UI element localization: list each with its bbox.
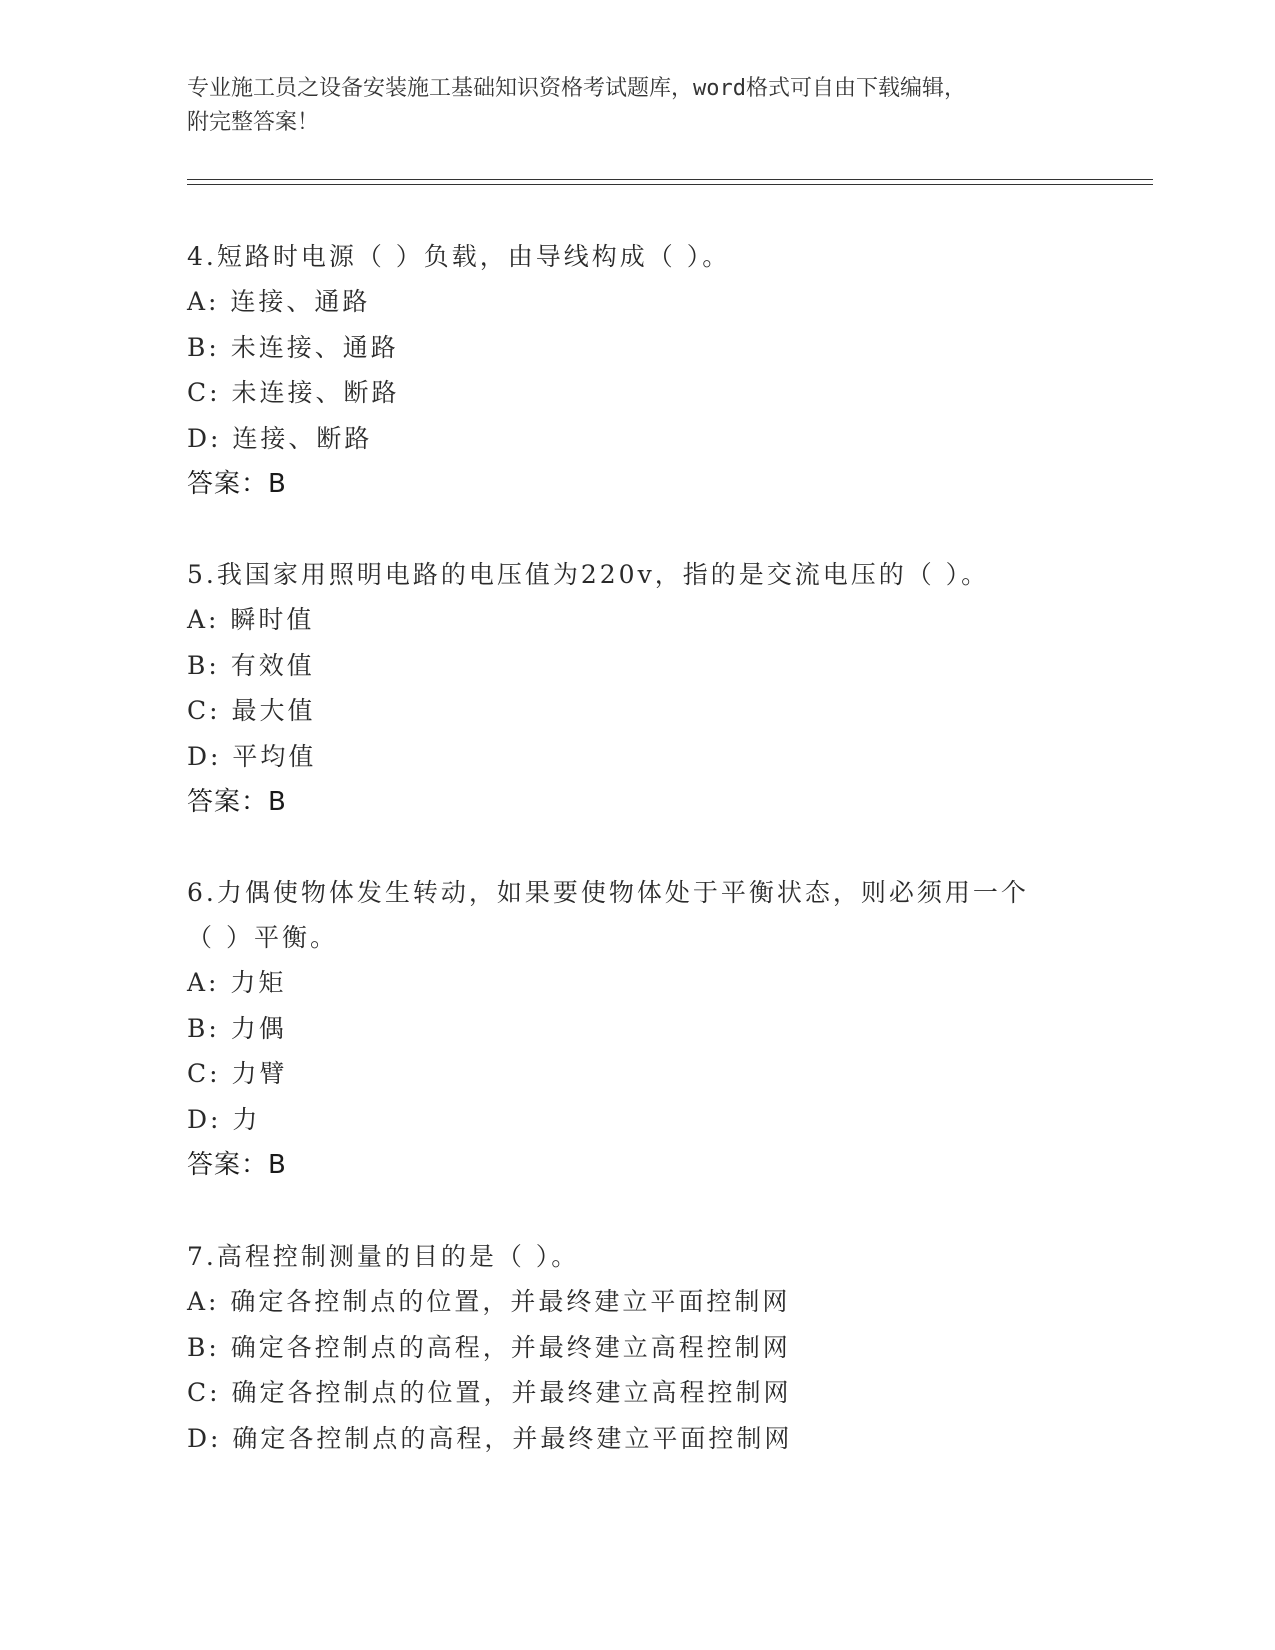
option-b: B: 确定各控制点的高程，并最终建立高程控制网 [187,1332,791,1362]
header-line-1: 专业施工员之设备安装施工基础知识资格考试题库，word格式可自由下载编辑， [187,76,966,101]
option-d: D: 连接、断路 [187,423,373,453]
answer-line: 答案：B [187,469,287,499]
option-d: D: 平均值 [187,741,317,771]
question-4 [187,234,1087,507]
option-a: A: 连接、通路 [187,287,371,316]
option-a: A: 力矩 [187,968,287,997]
question-stem: 7.高程控制测量的目的是（ ）。 [187,1242,580,1271]
header-line-2: 附完整答案！ [187,110,320,135]
option-c: C: 力臂 [187,1059,288,1088]
answer-line: 答案：B [187,1150,287,1180]
question-stem: 4.短路时电源（ ）负载，由导线构成（ ）。 [187,242,731,271]
option-d: D: 确定各控制点的高程，并最终建立平面控制网 [187,1423,793,1453]
option-c: C: 未连接、断路 [187,378,400,407]
option-d: D: 力 [187,1104,261,1134]
question-stem-line-1: 6.力偶使物体发生转动，如果要使物体处于平衡状态，则必须用一个 [187,878,1029,907]
question-stem-line-2: （ ）平衡。 [187,923,338,952]
option-b: B: 有效值 [187,650,315,680]
document-header [187,72,1087,140]
answer-line: 答案：B [187,787,287,817]
header-divider-bottom [187,184,1153,185]
question-stem: 5.我国家用照明电路的电压值为220v，指的是交流电压的（ ）。 [187,560,990,589]
question-5 [187,552,1087,825]
header-divider-top [187,179,1153,180]
option-b: B: 未连接、通路 [187,332,399,362]
question-6 [187,870,1087,1188]
option-a: A: 确定各控制点的位置，并最终建立平面控制网 [187,1287,791,1316]
option-a: A: 瞬时值 [187,605,315,634]
option-b: B: 力偶 [187,1013,287,1043]
option-c: C: 最大值 [187,696,316,725]
question-7 [187,1234,1087,1461]
option-c: C: 确定各控制点的位置，并最终建立高程控制网 [187,1378,792,1407]
